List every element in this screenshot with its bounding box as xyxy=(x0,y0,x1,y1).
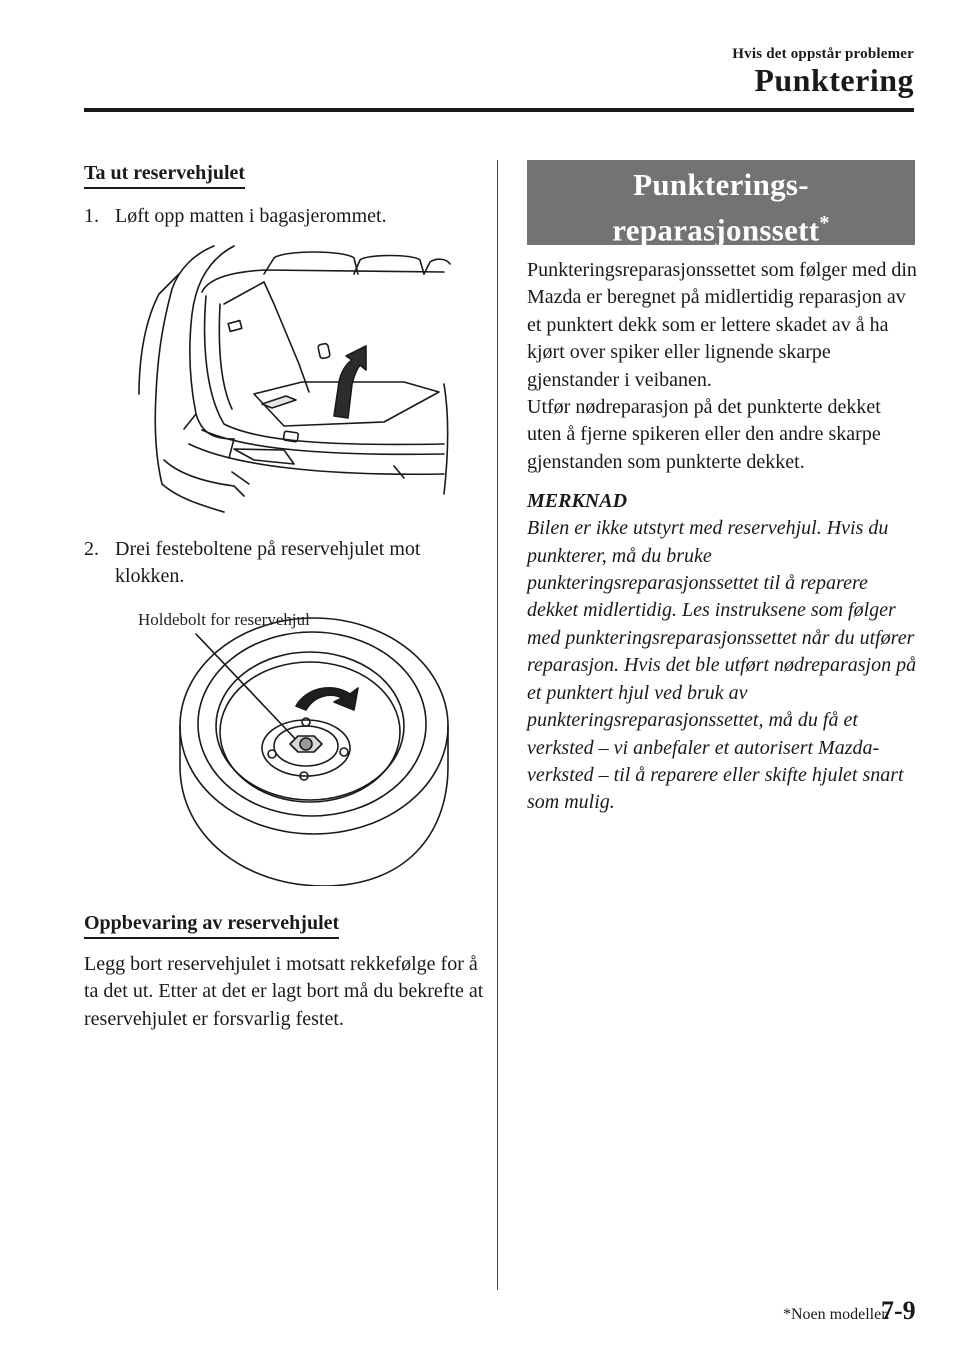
note-heading: MERKNAD xyxy=(527,490,628,513)
banner-line-1: Punkterings- xyxy=(633,167,809,202)
spare-wheel-figure xyxy=(84,596,484,886)
banner-line-2 xyxy=(527,204,915,249)
step-1 xyxy=(84,203,484,230)
repair-kit-para-2: Utfør nødreparasjon på det punkterte dekket uten å fjerne spikeren eller den andre skarpe gjenstanden som punkterte dekket. xyxy=(527,396,881,473)
note-text: Bilen er ikke utstyrt med reservehjul. Hvis du punkterer, må du bruke punkteringsreparasjonssettet til å reparere dekket midlertidig. Les instruksene som følger med punkteringsreparasjonssettet når du utfører reparasjon. Hvis det ble utført nødreparasjon på et punktert hjul ved bruk av punkteringsreparasjonssettet, må du få et verksted – vi anbefaler et autorisert Mazda-verksted – til å reparere eller skifte hjulet snart som mulig. xyxy=(527,517,917,814)
header-rule xyxy=(84,108,914,112)
callout-label: Holdebolt for reservehjul xyxy=(138,610,310,629)
column-divider xyxy=(497,160,498,1290)
store-spare-heading: Oppbevaring av reservehjulet xyxy=(84,912,339,939)
remove-spare-heading: Ta ut reservehjulet xyxy=(84,162,245,189)
right-column xyxy=(527,160,917,817)
step-1-text: Løft opp matten i bagasjerommet. xyxy=(115,205,387,227)
repair-kit-para-1: Punkteringsreparasjonssettet som følger med din Mazda er beregnet på midlertidig reparasjon av et punktert dekk som er lettere skadet av å ha kjørt over spiker eller lignende skarpe gjenstander i veibanen. xyxy=(527,259,917,391)
store-spare-text: Legg bort reservehjulet i motsatt rekkefølge for å ta det ut. Etter at det er lagt bort må du bekrefte at reservehjulet er forsvarlig festet. xyxy=(84,953,484,1030)
asterisk-mark: * xyxy=(819,212,830,234)
repair-kit-banner xyxy=(527,160,915,248)
section-title: Punktering xyxy=(754,62,914,98)
spare-wheel-illustration xyxy=(84,596,484,886)
left-column xyxy=(84,162,484,1033)
page-number: 7-9 xyxy=(881,1296,916,1325)
step-2-number: 2. xyxy=(84,538,99,560)
step-1-number: 1. xyxy=(84,205,99,227)
step-2-text: Drei festeboltene på reservehjulet mot klokken. xyxy=(115,538,421,587)
footnote: *Noen modeller. xyxy=(783,1306,890,1323)
chapter-title: Hvis det oppstår problemer xyxy=(732,46,914,62)
trunk-illustration xyxy=(84,234,484,524)
banner-line-2-text: reparasjonssett xyxy=(612,212,820,248)
step-2 xyxy=(84,536,484,590)
